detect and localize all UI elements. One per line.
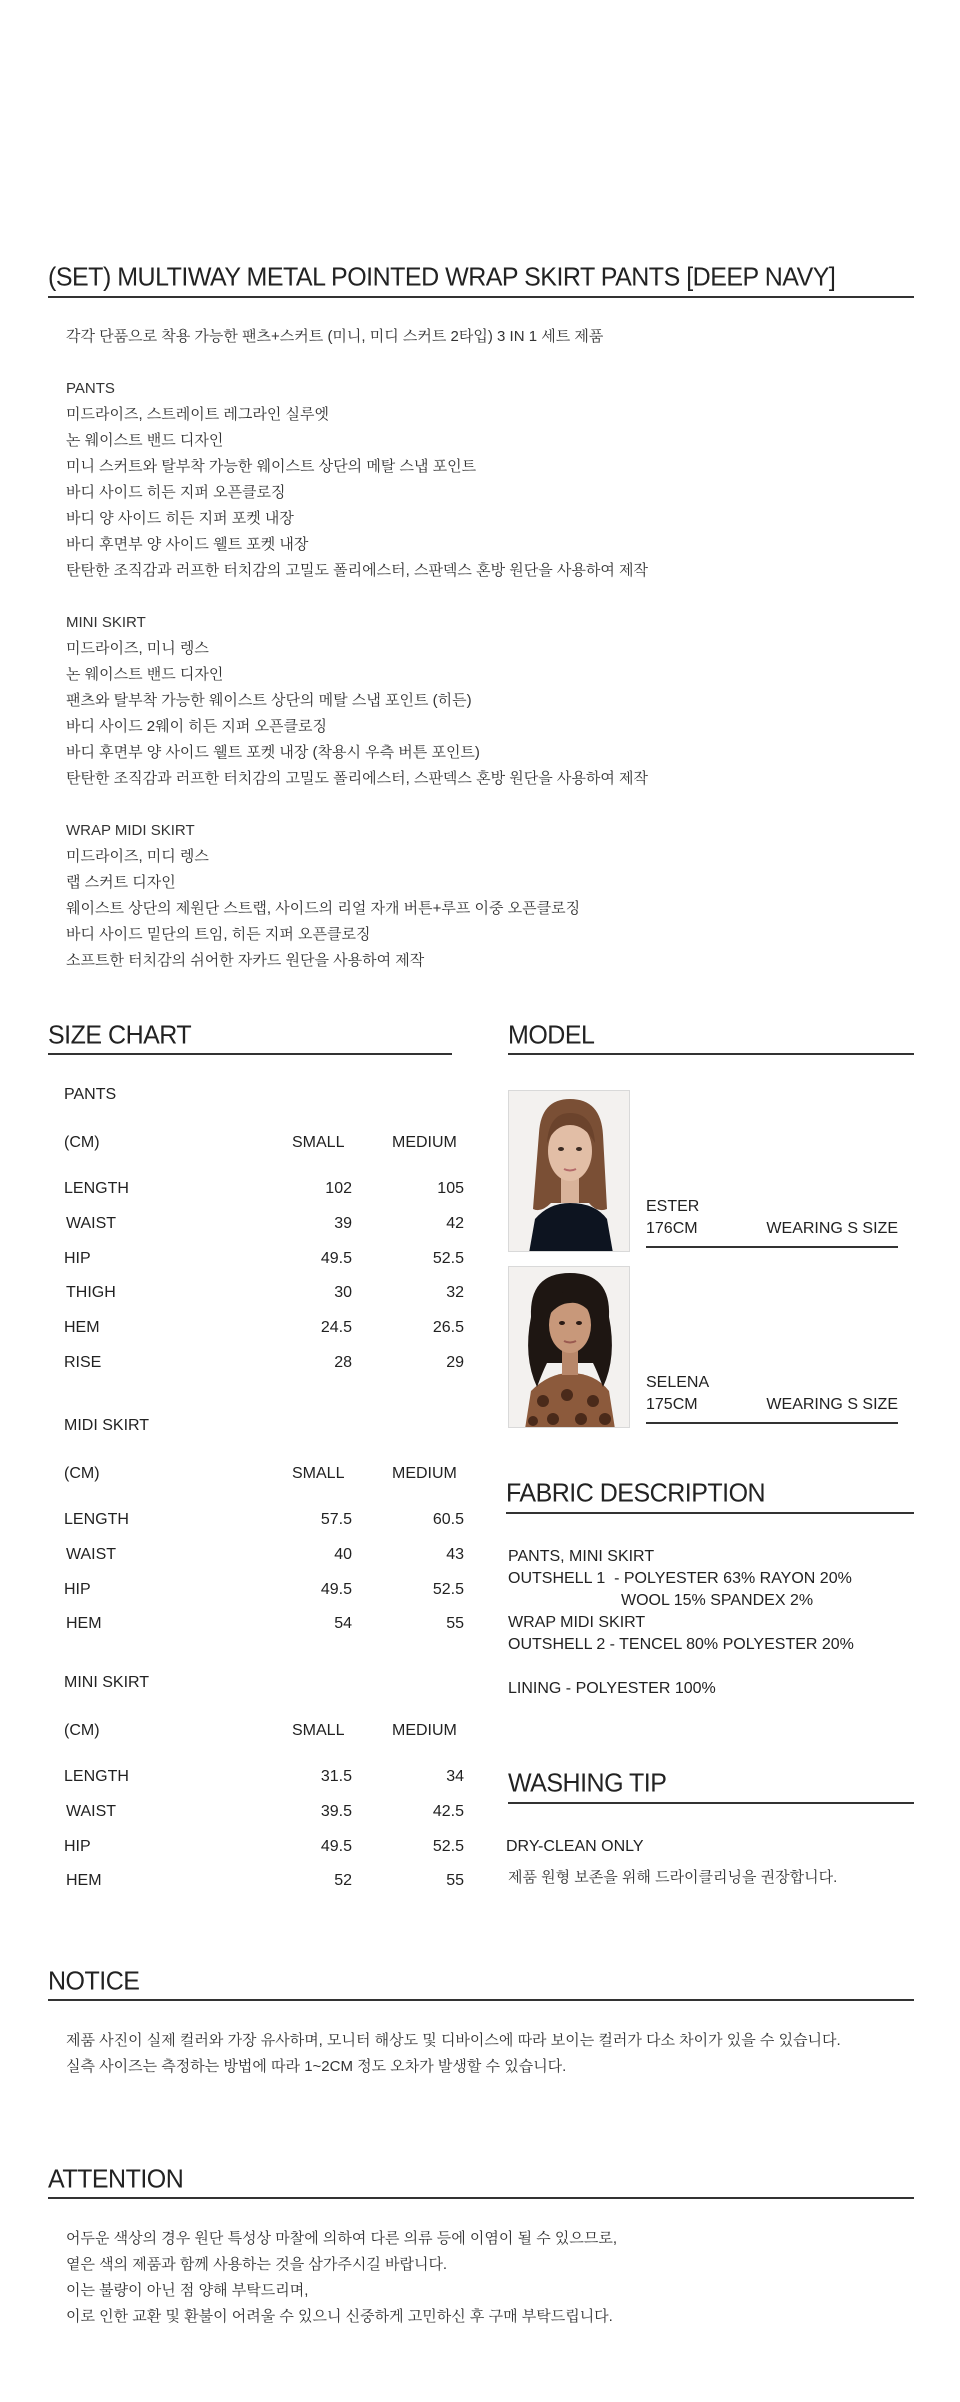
medium-value: 55 (446, 1872, 464, 1889)
table-row (64, 1284, 464, 1306)
measure-label: HEM (64, 1319, 100, 1336)
small-value: 54 (334, 1615, 352, 1632)
measure-label: RISE (64, 1354, 102, 1371)
measure-label: HEM (66, 1872, 102, 1889)
medium-value: 32 (446, 1284, 464, 1301)
wrap-midi-skirt-detail: 소프트한 터치감의 쉬어한 자카드 원단을 사용하여 제작 (66, 952, 425, 969)
small-value: 39.5 (320, 1803, 352, 1820)
medium-value: 52.5 (432, 1250, 464, 1267)
size-table-header (64, 1722, 464, 1744)
medium-value: 52.5 (432, 1581, 464, 1598)
size-table-header (64, 1465, 464, 1487)
medium-value: 105 (437, 1180, 464, 1197)
small-value: 28 (334, 1354, 352, 1371)
fabric-rule (506, 1512, 914, 1514)
fabric-title: FABRIC DESCRIPTION (506, 1478, 766, 1508)
fabric-group-midi: WRAP MIDI SKIRT (508, 1614, 646, 1631)
measure-label: WAIST (66, 1215, 117, 1232)
table-row (64, 1872, 464, 1894)
measure-label: HEM (66, 1615, 102, 1632)
group-name-wrap-midi-skirt: WRAP MIDI SKIRT (66, 822, 195, 839)
washing-method: DRY-CLEAN ONLY (506, 1838, 644, 1855)
model-info-rule (646, 1422, 898, 1424)
small-value: 31.5 (320, 1768, 352, 1785)
size-header-medium: MEDIUM (392, 1134, 457, 1151)
small-value: 49.5 (320, 1838, 352, 1855)
table-row (64, 1215, 464, 1237)
pants-detail: 미드라이즈, 스트레이트 레그라인 실루엣 (66, 406, 330, 423)
unit-label: (CM) (64, 1722, 100, 1739)
group-name-mini-skirt: MINI SKIRT (66, 614, 146, 631)
mini-skirt-detail: 바디 후면부 양 사이드 웰트 포켓 내장 (착용시 우측 버튼 포인트) (66, 744, 480, 761)
attention-line: 이는 불량이 아닌 점 양해 부탁드리며, (66, 2282, 309, 2299)
model-title: MODEL (508, 1020, 595, 1050)
table-row (64, 1354, 464, 1376)
table-row (64, 1546, 464, 1568)
fabric-description (508, 1546, 854, 1700)
wrap-midi-skirt-detail: 웨이스트 상단의 제원단 스트랩, 사이드의 리얼 자개 버튼+루프 이중 오픈클로징 (66, 900, 581, 917)
model-portrait-image (509, 1267, 630, 1428)
title-rule (48, 296, 914, 298)
size-chart-rule (48, 1053, 452, 1055)
fabric-group-pants-mini: PANTS, MINI SKIRT (508, 1548, 655, 1565)
measure-label: WAIST (66, 1803, 117, 1820)
unit-label: (CM) (64, 1134, 100, 1151)
model-name: ESTER (646, 1198, 700, 1215)
model-height: 176CM (646, 1220, 698, 1237)
table-row (64, 1250, 464, 1272)
table-row (64, 1180, 464, 1202)
table-row (64, 1511, 464, 1533)
small-value: 30 (334, 1284, 352, 1301)
size-header-medium: MEDIUM (392, 1465, 457, 1482)
pants-detail: 미니 스커트와 탈부착 가능한 웨이스트 상단의 메탈 스냅 포인트 (66, 458, 477, 475)
measure-label: LENGTH (64, 1768, 129, 1785)
product-summary: 각각 단품으로 착용 가능한 팬츠+스커트 (미니, 미디 스커트 2타입) 3 IN 1 세트 제품 (66, 328, 604, 345)
model-info-selena (646, 1374, 898, 1424)
table-row (64, 1319, 464, 1341)
table-row (64, 1838, 464, 1860)
table-row (64, 1615, 464, 1637)
small-value: 52 (334, 1872, 352, 1889)
pants-detail: 탄탄한 조직감과 러프한 터치감의 고밀도 폴리에스터, 스판덱스 혼방 원단을 사용하여 제작 (66, 562, 648, 579)
measure-label: HIP (64, 1838, 91, 1855)
medium-value: 42.5 (432, 1803, 464, 1820)
attention-title: ATTENTION (48, 2164, 184, 2194)
small-value: 40 (334, 1546, 352, 1563)
notice-title: NOTICE (48, 1966, 140, 1996)
table-row (64, 1768, 464, 1790)
size-header-small: SMALL (292, 1465, 345, 1482)
model-name: SELENA (646, 1374, 710, 1391)
size-table-category: MIDI SKIRT (64, 1417, 150, 1434)
size-table-header (64, 1134, 464, 1156)
size-header-small: SMALL (292, 1134, 345, 1151)
fabric-outshell2: OUTSHELL 2 - TENCEL 80% POLYESTER 20% (508, 1636, 854, 1653)
measure-label: WAIST (66, 1546, 117, 1563)
pants-detail: 바디 사이드 히든 지퍼 오픈클로징 (66, 484, 286, 501)
table-row (64, 1581, 464, 1603)
model-rule (508, 1053, 914, 1055)
size-chart-title: SIZE CHART (48, 1020, 192, 1050)
attention-line: 어두운 색상의 경우 원단 특성상 마찰에 의하여 다른 의류 등에 이염이 될 수 있으므로, (66, 2230, 618, 2247)
notice-line: 실측 사이즈는 측정하는 방법에 따라 1~2CM 정도 오차가 발생할 수 있습니다. (66, 2058, 567, 2075)
size-table-category: MINI SKIRT (64, 1674, 150, 1691)
medium-value: 55 (446, 1615, 464, 1632)
product-description (66, 324, 906, 974)
size-header-small: SMALL (292, 1722, 345, 1739)
attention-rule (48, 2197, 914, 2199)
attention-text (66, 2226, 906, 2330)
small-value: 24.5 (320, 1319, 352, 1336)
medium-value: 26.5 (432, 1319, 464, 1336)
measure-label: LENGTH (64, 1180, 129, 1197)
pants-detail: 바디 양 사이드 히든 지퍼 포켓 내장 (66, 510, 294, 527)
model-wearing-size: WEARING S SIZE (766, 1220, 898, 1237)
mini-skirt-detail: 논 웨이스트 밴드 디자인 (66, 666, 224, 683)
model-photo-selena (508, 1266, 630, 1428)
mini-skirt-detail: 바디 사이드 2웨이 히든 지퍼 오픈클로징 (66, 718, 328, 735)
table-row (64, 1803, 464, 1825)
medium-value: 52.5 (432, 1838, 464, 1855)
size-header-medium: MEDIUM (392, 1722, 457, 1739)
model-height: 175CM (646, 1396, 698, 1413)
medium-value: 42 (446, 1215, 464, 1232)
model-photo-ester (508, 1090, 630, 1252)
unit-label: (CM) (64, 1465, 100, 1482)
notice-line: 제품 사진이 실제 컬러와 가장 유사하며, 모니터 해상도 및 디바이스에 따라 보이는 컬러가 다소 차이가 있을 수 있습니다. (66, 2032, 841, 2049)
wrap-midi-skirt-detail: 랩 스커트 디자인 (66, 874, 176, 891)
measure-label: HIP (64, 1250, 91, 1267)
measure-label: THIGH (66, 1284, 116, 1301)
wrap-midi-skirt-detail: 미드라이즈, 미디 렝스 (66, 848, 209, 865)
fabric-outshell1-cont: WOOL 15% SPANDEX 2% (621, 1592, 814, 1609)
mini-skirt-detail: 미드라이즈, 미니 렝스 (66, 640, 209, 657)
notice-rule (48, 1999, 914, 2001)
model-wearing-size: WEARING S SIZE (766, 1396, 898, 1413)
attention-line: 옅은 색의 제품과 함께 사용하는 것을 삼가주시길 바랍니다. (66, 2256, 448, 2273)
small-value: 49.5 (320, 1250, 352, 1267)
pants-detail: 논 웨이스트 밴드 디자인 (66, 432, 224, 449)
medium-value: 29 (446, 1354, 464, 1371)
medium-value: 43 (446, 1546, 464, 1563)
medium-value: 34 (446, 1768, 464, 1785)
mini-skirt-detail: 탄탄한 조직감과 러프한 터치감의 고밀도 폴리에스터, 스판덱스 혼방 원단을 사용하여 제작 (66, 770, 648, 787)
size-table-category: PANTS (64, 1086, 117, 1103)
group-name-pants: PANTS (66, 380, 115, 397)
washing-title: WASHING TIP (508, 1768, 667, 1798)
wrap-midi-skirt-detail: 바디 사이드 밑단의 트임, 히든 지퍼 오픈클로징 (66, 926, 371, 943)
mini-skirt-detail: 팬츠와 탈부착 가능한 웨이스트 상단의 메탈 스냅 포인트 (히든) (66, 692, 472, 709)
small-value: 102 (325, 1180, 352, 1197)
medium-value: 60.5 (432, 1511, 464, 1528)
fabric-lining: LINING - POLYESTER 100% (508, 1680, 716, 1697)
attention-line: 이로 인한 교환 및 환불이 어려울 수 있으니 신중하게 고민하신 후 구매 부탁드립니다. (66, 2308, 613, 2325)
small-value: 39 (334, 1215, 352, 1232)
measure-label: LENGTH (64, 1511, 129, 1528)
fabric-outshell1: OUTSHELL 1 - POLYESTER 63% RAYON 20% (508, 1570, 852, 1587)
model-info-ester (646, 1198, 898, 1248)
pants-detail: 바디 후면부 양 사이드 웰트 포켓 내장 (66, 536, 309, 553)
model-info-rule (646, 1246, 898, 1248)
notice-text (66, 2028, 906, 2080)
product-title: (SET) MULTIWAY METAL POINTED WRAP SKIRT PANTS [DEEP NAVY] (48, 262, 836, 292)
washing-note: 제품 원형 보존을 위해 드라이클리닝을 권장합니다. (508, 1869, 838, 1886)
washing-rule (508, 1802, 914, 1804)
small-value: 57.5 (320, 1511, 352, 1528)
small-value: 49.5 (320, 1581, 352, 1598)
measure-label: HIP (64, 1581, 91, 1598)
model-portrait-image (509, 1091, 630, 1252)
